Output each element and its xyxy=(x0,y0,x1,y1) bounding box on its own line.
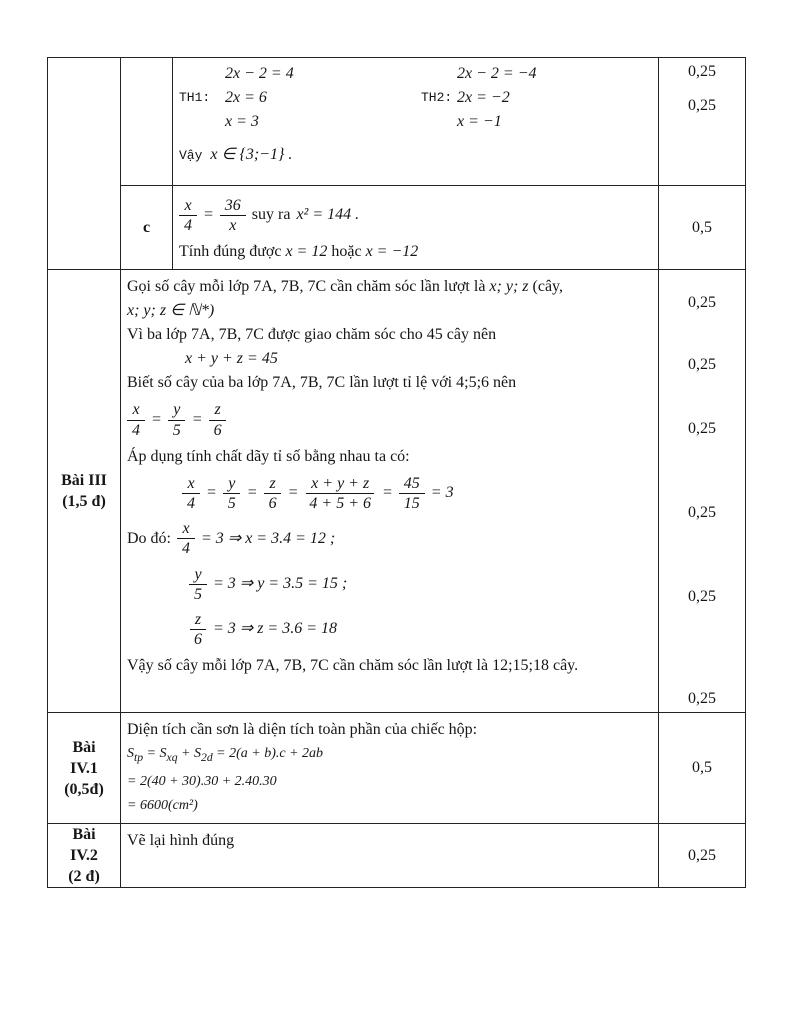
points-value: 0,25 xyxy=(688,63,716,80)
equation-right: 2x = −2 xyxy=(457,89,510,106)
conclusion-set: x ∈ {3;−1} . xyxy=(210,146,293,163)
solution-cell-bai42 xyxy=(121,824,659,888)
solution-cell-b xyxy=(173,58,659,186)
problem-label-bai41: Bài IV.1 (0,5đ) xyxy=(48,713,121,824)
points-value: 0,5 xyxy=(692,759,712,777)
fraction: $\frac{y}{5}$ xyxy=(223,474,241,513)
points-value: 0,25 xyxy=(688,420,716,438)
fraction: $\frac{x}{4}$ xyxy=(182,474,200,513)
surface-area-formula: $S_{tp} = S_{xq} + S_{2d} = 2(a + b).c + 2ab$ xyxy=(127,746,324,765)
problem-label-bai42: Bài IV.2 (2 đ) xyxy=(48,824,121,888)
conclusion-line: Vậy số cây mỗi lớp 7A, 7B, 7C cần chăm sóc lần lượt là 12;15;18 cây. xyxy=(127,657,579,675)
solution-cell-bai41 xyxy=(121,713,659,824)
points-value: 0,25 xyxy=(688,97,716,114)
solution-cell-bai3 xyxy=(121,270,659,713)
fraction: $\frac{x}{4}$ xyxy=(179,196,197,235)
problem-label-bai3: Bài III (1,5 đ) xyxy=(48,270,121,713)
fraction: $\frac{x}{4}$ xyxy=(177,519,195,558)
formula-line xyxy=(179,196,650,235)
equation-line xyxy=(179,86,650,110)
deduction-result: = 3 ⇒ x = 3.4 = 12 ; xyxy=(201,529,336,547)
text-do-do: Do đó: xyxy=(127,529,171,547)
text-line: Diện tích cần sơn là diện tích toàn phần của chiếc hộp: xyxy=(127,721,478,739)
points-value: 0,25 xyxy=(688,690,716,708)
equation-result: x² = 144 . xyxy=(296,206,360,224)
problem-label-cell-empty xyxy=(48,58,121,270)
points-cell-bai42 xyxy=(659,824,746,888)
text-line: Gọi số cây mỗi lớp 7A, 7B, 7C cần chăm sóc lần lượt là x; y; z (cây, xyxy=(127,278,564,296)
fraction: $\frac{z}{6}$ xyxy=(189,610,207,649)
table-row-bai3 xyxy=(48,270,746,713)
equation-right: 2x − 2 = −4 xyxy=(457,65,537,82)
answer-key-table xyxy=(47,57,746,888)
fraction: $\frac{z}{6}$ xyxy=(209,400,227,439)
table-row-c xyxy=(48,186,746,270)
deduction-line-z xyxy=(189,610,650,649)
points-value: 0,5 xyxy=(692,218,712,236)
table-row-bai41 xyxy=(48,713,746,824)
equals-sign: = xyxy=(203,206,214,224)
solution-cell-c xyxy=(173,186,659,270)
deduction-result: = 3 ⇒ y = 3.5 = 15 ; xyxy=(213,574,348,592)
fraction: $\frac{x}{4}$ xyxy=(127,400,145,439)
fraction: $\frac{45}{15}$ xyxy=(399,474,425,513)
text-line: Áp dụng tính chất dãy tỉ số bằng nhau ta có: xyxy=(127,447,410,465)
points-value: 0,25 xyxy=(688,504,716,522)
conclusion-line xyxy=(179,144,650,164)
equals-sign: = xyxy=(381,484,393,502)
points-value: 0,25 xyxy=(688,356,716,374)
points-value: 0,25 xyxy=(688,294,716,312)
deduction-line-y xyxy=(189,565,650,604)
equation-line: x + y + z = 45 xyxy=(185,350,278,368)
chain-result: = 3 xyxy=(430,484,454,502)
points-cell-bai41 xyxy=(659,713,746,824)
points-value: 0,25 xyxy=(688,846,716,864)
equals-sign: = xyxy=(287,484,299,502)
equation-right: x = −1 xyxy=(457,113,502,130)
equation-left: x = 3 xyxy=(225,113,259,130)
points-cell-c xyxy=(659,186,746,270)
fraction: $\frac{y}{5}$ xyxy=(168,400,186,439)
case-label-th1: TH1: xyxy=(179,90,211,105)
calculation-line: = 2(40 + 30).30 + 2.40.30 xyxy=(127,774,277,790)
deduction-result: = 3 ⇒ z = 3.6 = 18 xyxy=(213,620,338,638)
table-row-bai42 xyxy=(48,824,746,888)
equation-left: 2x − 2 = 4 xyxy=(225,65,294,82)
fraction: $\frac{36}{x}$ xyxy=(220,196,246,235)
fraction: $\frac{x + y + z}{4 + 5 + 6}$ xyxy=(304,474,376,513)
table-row-b xyxy=(48,58,746,186)
text-line: Vẽ lại hình đúng xyxy=(127,832,235,850)
equals-sign: = xyxy=(206,484,217,502)
equation-left: 2x = 6 xyxy=(225,89,267,106)
equals-sign: = xyxy=(191,410,203,428)
formula-line xyxy=(127,743,650,769)
text-line: Vì ba lớp 7A, 7B, 7C được giao chăm sóc cho 45 cây nên xyxy=(127,326,497,344)
case-label-th2: TH2: xyxy=(421,90,453,105)
subpart-cell-empty xyxy=(121,58,173,186)
deduction-line-x xyxy=(127,519,650,558)
equation-line xyxy=(179,62,650,86)
text-suy-ra: suy ra xyxy=(251,206,291,224)
fraction: $\frac{z}{6}$ xyxy=(264,474,282,513)
points-value: 0,25 xyxy=(688,588,716,606)
proportion-line xyxy=(127,400,650,439)
equals-sign: = xyxy=(246,484,258,502)
equation-line xyxy=(179,110,650,134)
proportion-chain-line xyxy=(182,474,650,513)
conclusion-keyword: Vậy xyxy=(179,148,203,163)
equals-sign: = xyxy=(151,410,162,428)
condition-line: x; y; z ∈ ℕ*) xyxy=(127,302,215,320)
text-line: Biết số cây của ba lớp 7A, 7B, 7C lần lượt tỉ lệ với 4;5;6 nên xyxy=(127,374,517,392)
answer-line: Tính đúng được x = 12 hoặc x = −12 xyxy=(179,243,419,261)
points-cell-b xyxy=(659,58,746,186)
subpart-cell-c: c xyxy=(121,186,173,270)
fraction: $\frac{y}{5}$ xyxy=(189,565,207,604)
result-line: = 6600(cm²) xyxy=(127,798,198,814)
points-cell-bai3 xyxy=(659,270,746,713)
